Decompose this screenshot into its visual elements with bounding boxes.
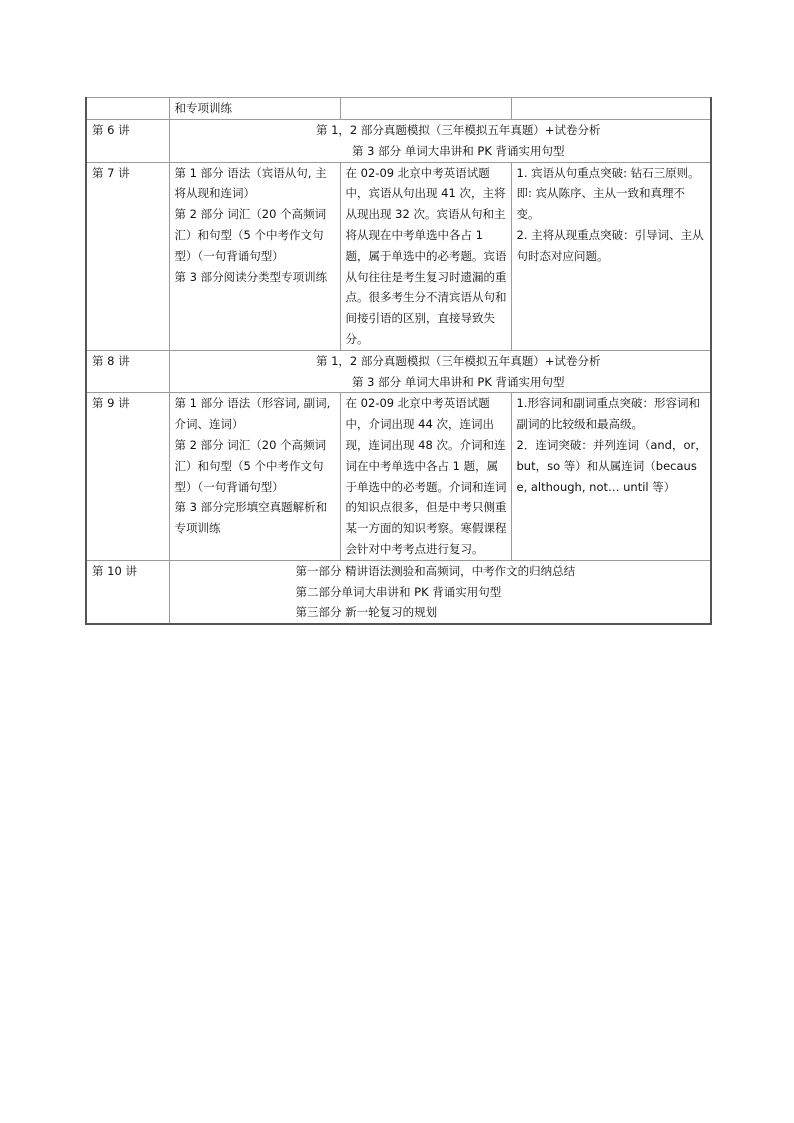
content-cell: 和专项训练 (169, 98, 340, 120)
content-part: 第 2 部分 词汇（20 个高频词汇）和句型（5 个中考作文句型）（一句背诵句型） (174, 207, 327, 263)
merged-line: 第一部分 精讲语法测验和高频词，中考作文的归纳总结 (295, 563, 576, 578)
course-schedule-table (85, 97, 712, 625)
lecture-label: 第 10 讲 (86, 560, 169, 624)
focus-cell (511, 98, 711, 120)
table-row-continuation (86, 98, 711, 120)
lecture-cell (86, 98, 169, 120)
focus-point: 1. 宾语从句重点突破: 钻石三原则。即: 宾从陈序、主从一致和真理不变。 (516, 165, 700, 222)
content-part: 第 1 部分 语法（形容词, 副词, 介词、连词） (174, 396, 331, 432)
focus-point: 2．连词突破：并列连词（and，or，but，so 等）和从属连词（because, although, not… until 等） (516, 437, 707, 494)
merged-content-cell (169, 120, 711, 163)
focus-point: 2. 主将从现重点突破：引导词、主从句时态对应问题。 (516, 227, 704, 263)
merged-line: 第 1，2 部分真题模拟（三年模拟五年真题）+试卷分析 (315, 123, 601, 137)
lecture-label: 第 9 讲 (86, 393, 169, 560)
focus-cell (511, 162, 711, 350)
merged-content-cell (169, 350, 711, 393)
content-part: 第 3 部分完形填空真题解析和专项训练 (174, 500, 328, 536)
content-part: 第 1 部分 语法（宾语从句, 主将从现和连词） (174, 165, 327, 201)
table-row-lecture-9 (86, 393, 711, 560)
content-part: 第 2 部分 词汇（20 个高频词汇）和句型（5 个中考作文句型）（一句背诵句型） (174, 437, 327, 494)
lecture-label: 第 7 讲 (86, 162, 169, 350)
lecture-label: 第 6 讲 (86, 120, 169, 163)
merged-line: 第二部分单词大串讲和 PK 背诵实用句型 (295, 584, 502, 599)
focus-point: 1.形容词和副词重点突破：形容词和副词的比较级和最高级。 (516, 396, 700, 432)
analysis-cell: 在 02-09 北京中考英语试题中，介词出现 44 次，连词出现，连词出现 48 次。介词和连词在中考单选中各占 1 题，属于单选中的必考题。介词和连词的知识点很多，但是中考只侧重某一方面的知识考察。寒假课程会针对中考考点进行复习。 (340, 393, 511, 560)
content-part: 第 3 部分阅读分类型专项训练 (174, 269, 328, 284)
focus-cell (511, 393, 711, 560)
table-row-lecture-6 (86, 120, 711, 163)
merged-line: 第 3 部分 单词大串讲和 PK 背诵实用句型 (351, 143, 565, 158)
merged-line: 第三部分 新一轮复习的规划 (295, 605, 438, 620)
analysis-cell (340, 98, 511, 120)
merged-content-cell (169, 560, 711, 624)
analysis-cell: 在 02-09 北京中考英语试题中，宾语从句出现 41 次，主将从现出现 32 次。宾语从句和主将从现在中考单选中各占 1 题，属于单选中的必考题。宾语从句往往是考生复习时遗漏的重点。很多考生分不清宾语从句和间接引语的区别，直接导致失分。 (340, 162, 511, 350)
table-row-lecture-10 (86, 560, 711, 624)
lecture-label: 第 8 讲 (86, 350, 169, 393)
merged-line: 第 3 部分 单词大串讲和 PK 背诵实用句型 (351, 374, 565, 389)
table-row-lecture-8 (86, 350, 711, 393)
content-cell (169, 162, 340, 350)
merged-line: 第 1，2 部分真题模拟（三年模拟五年真题）+试卷分析 (315, 353, 601, 368)
content-cell (169, 393, 340, 560)
table-row-lecture-7 (86, 162, 711, 350)
